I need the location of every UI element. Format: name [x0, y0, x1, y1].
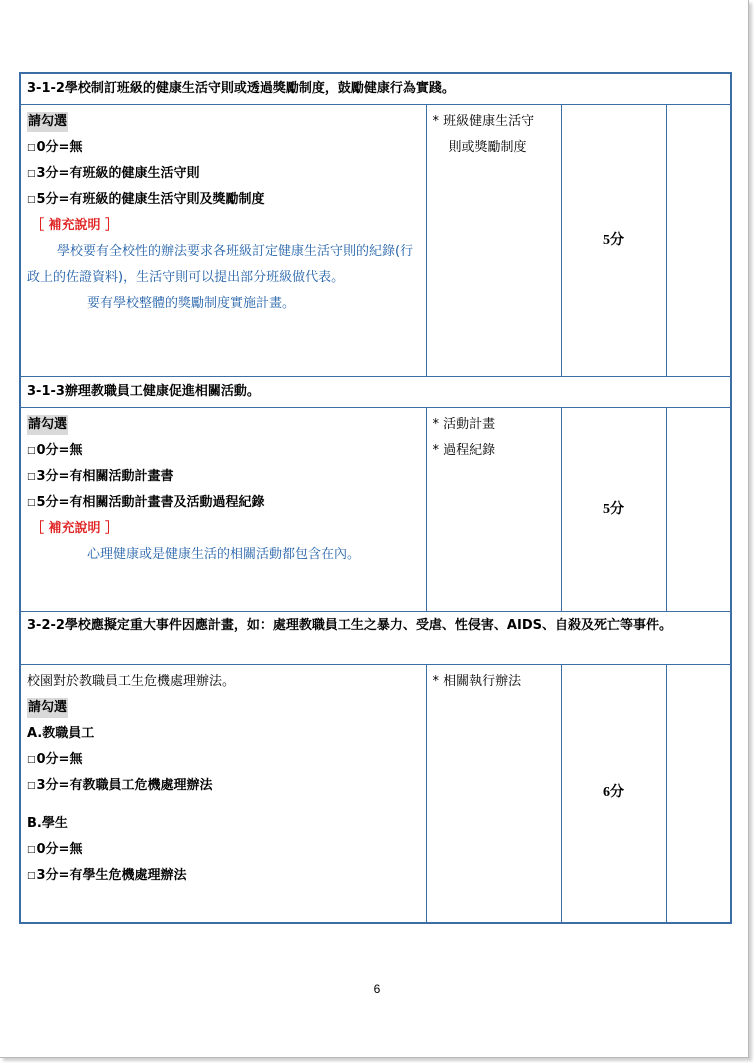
section-header-text: 3-2-2學校應擬定重大事件因應計畫，如：處理教職員工生之暴力、受虐、性侵害、AIDS、自殺及死亡等事件。: [27, 618, 672, 633]
option-item: □0分=無: [27, 443, 83, 458]
blank-cell: [666, 105, 731, 377]
checkbox-icon: □: [27, 472, 36, 482]
document-item: * 班級健康生活守: [432, 114, 535, 129]
check-label: 請勾選: [27, 112, 68, 132]
section-body-row: [20, 105, 731, 377]
document-item: * 過程紀錄: [432, 443, 496, 458]
option-item: □0分=無: [27, 752, 83, 767]
section-header-row: [20, 73, 731, 105]
checkbox-icon: □: [27, 195, 36, 205]
checkbox-icon: □: [27, 143, 36, 153]
blank-cell: [666, 665, 731, 923]
criteria-cell: [20, 105, 426, 377]
option-item: □0分=無: [27, 842, 83, 857]
criteria-cell: [20, 408, 426, 612]
option-item: □5分=有相關活動計畫書及活動過程紀錄: [27, 495, 265, 510]
section-header: [20, 73, 731, 105]
checkbox-icon: □: [27, 845, 36, 855]
group-label: B.學生: [27, 816, 68, 831]
section-header-text: 3-1-2學校制訂班級的健康生活守則或透過獎勵制度，鼓勵健康行為實踐。: [27, 81, 455, 96]
documents-cell: [426, 105, 561, 377]
blank-cell: [666, 408, 731, 612]
checkbox-icon: □: [27, 169, 36, 179]
criteria-table: [19, 72, 732, 924]
checkbox-icon: □: [27, 871, 36, 881]
check-label: 請勾選: [27, 415, 68, 435]
option-item: □3分=有相關活動計畫書: [27, 469, 174, 484]
checkbox-icon: □: [27, 755, 36, 765]
score-cell: [561, 105, 666, 377]
section-header-text: 3-1-3辦理教職員工健康促進相關活動。: [27, 384, 260, 399]
document-item: * 相關執行辦法: [432, 674, 522, 689]
option-item: □0分=無: [27, 140, 83, 155]
documents-cell: [426, 665, 561, 923]
section-header-row: [20, 377, 731, 408]
option-item: □3分=有班級的健康生活守則: [27, 166, 200, 181]
section-header: [20, 612, 731, 665]
score-value: 5分: [603, 501, 624, 517]
score-cell: [561, 408, 666, 612]
intro-text: 校園對於教職員工生危機處理辦法。: [27, 674, 236, 689]
checkbox-icon: □: [27, 446, 36, 456]
section-body-row: [20, 665, 731, 923]
score-value: 5分: [603, 232, 624, 248]
documents-cell: [426, 408, 561, 612]
note-extra: 心理健康或是健康生活的相關活動都包含在內。: [87, 547, 361, 562]
note-title: ［ 補充說明 ］: [31, 218, 119, 233]
criteria-cell: [20, 665, 426, 923]
document-item: * 活動計畫: [432, 417, 496, 432]
option-item: □5分=有班級的健康生活守則及獎勵制度: [27, 192, 265, 207]
checkbox-icon: □: [27, 498, 36, 508]
score-value: 6分: [603, 785, 624, 801]
note-extra: 要有學校整體的獎勵制度實施計畫。: [87, 296, 296, 311]
checkbox-icon: □: [27, 781, 36, 791]
section-header-row: [20, 612, 731, 665]
check-label: 請勾選: [27, 698, 68, 718]
option-item: □3分=有學生危機處理辦法: [27, 868, 187, 883]
note-title: ［ 補充說明 ］: [31, 521, 119, 536]
option-item: □3分=有教職員工危機處理辦法: [27, 778, 213, 793]
document-item: 則或獎勵制度: [448, 140, 527, 155]
score-cell: [561, 665, 666, 923]
group-label: A.教職員工: [27, 726, 95, 741]
section-body-row: [20, 408, 731, 612]
section-header: [20, 377, 731, 408]
page-number: 6: [373, 982, 381, 996]
note-paragraph: 學校要有全校性的辦法要求各班級訂定健康生活守則的紀錄(行政上的佐證資料)，生活守則可以提出部分班級做代表。: [27, 244, 414, 285]
